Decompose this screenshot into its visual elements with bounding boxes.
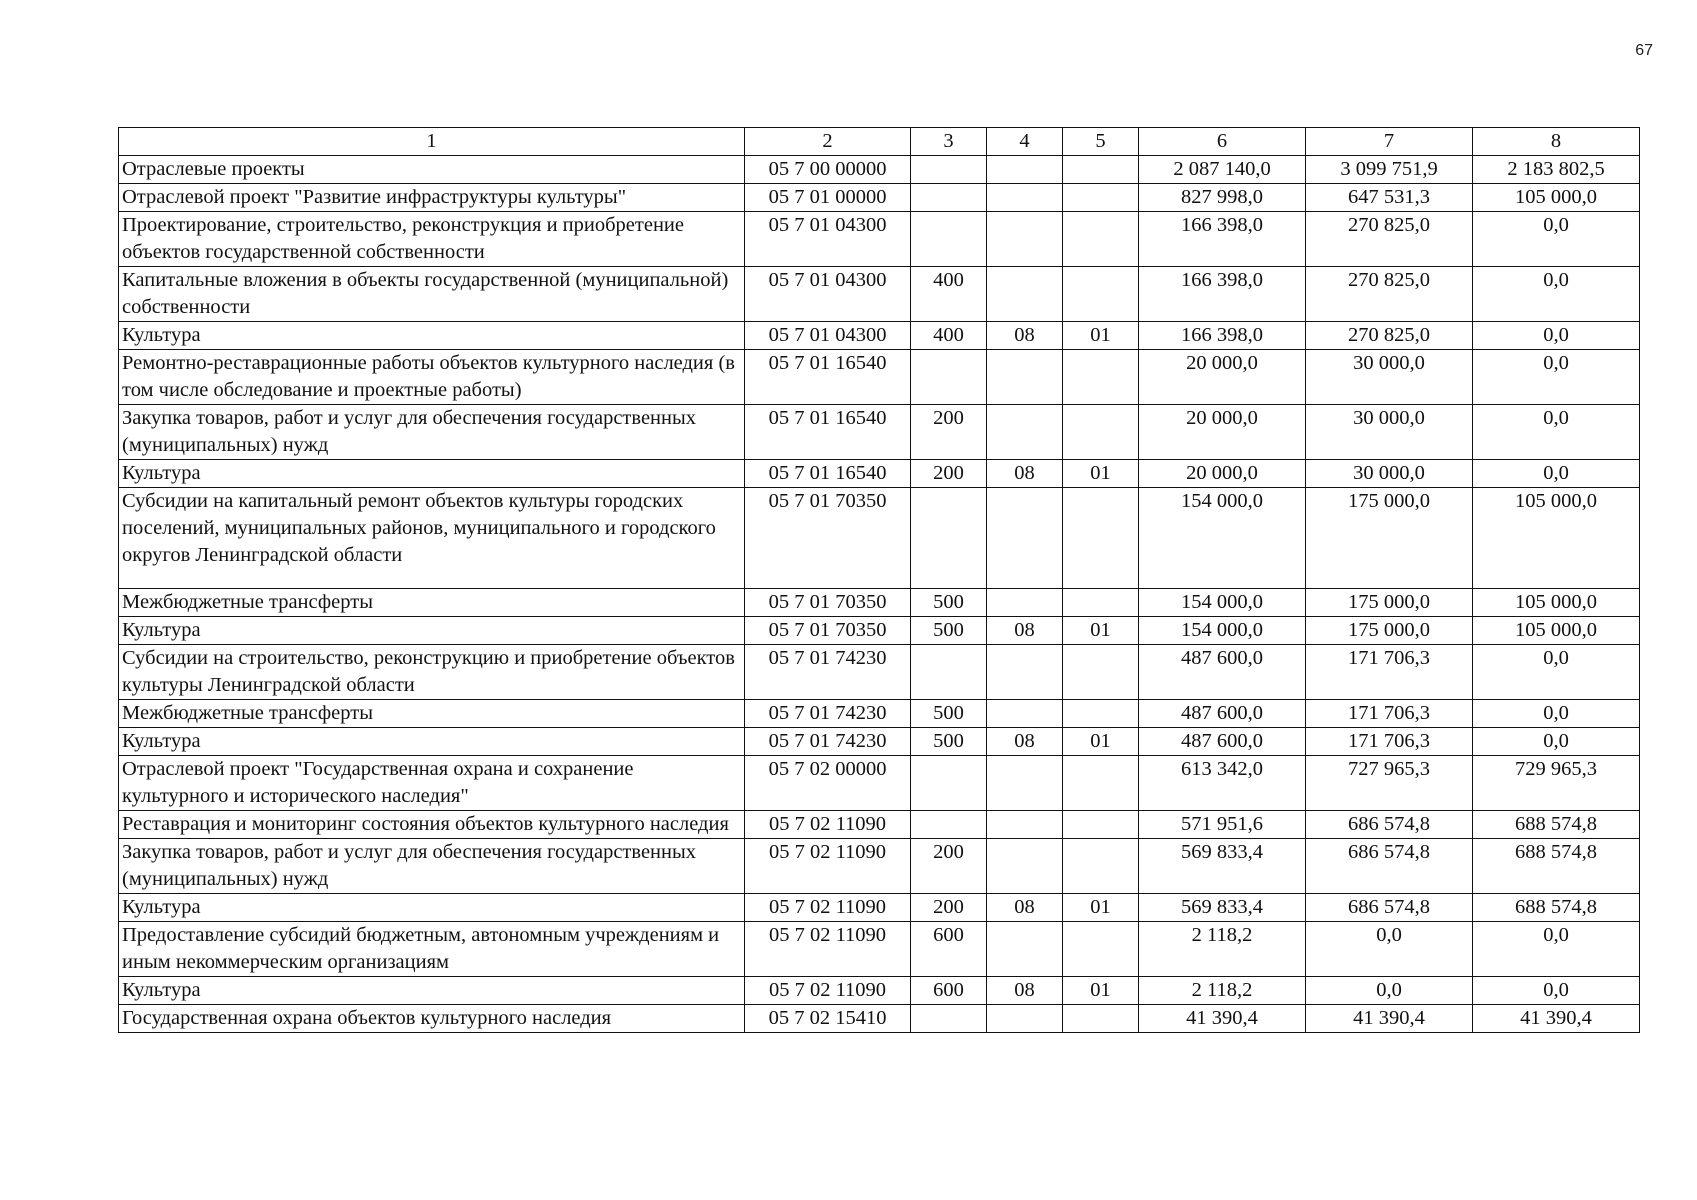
row-value6-cell: 2 118,2	[1139, 922, 1306, 977]
row-col5-cell: 01	[1063, 460, 1139, 488]
row-value6-cell: 20 000,0	[1139, 350, 1306, 405]
row-code-cell: 05 7 00 00000	[745, 156, 911, 184]
row-col3-cell: 500	[911, 728, 987, 756]
row-col3-cell: 600	[911, 977, 987, 1005]
row-value7-cell: 171 706,3	[1306, 700, 1473, 728]
row-col5-cell	[1063, 267, 1139, 322]
row-name-cell: Ремонтно-реставрационные работы объектов культурного наследия (в том числе обследование и проектные работы)	[119, 350, 745, 405]
row-name-cell: Предоставление субсидий бюджетным, автономным учреждениям и иным некоммерческим организациям	[119, 922, 745, 977]
header-cell: 3	[911, 128, 987, 156]
row-col4-cell: 08	[987, 977, 1063, 1005]
row-col5-cell	[1063, 700, 1139, 728]
table-row	[119, 488, 1640, 589]
header-cell: 2	[745, 128, 911, 156]
table-row	[119, 350, 1640, 405]
row-code-cell: 05 7 02 11090	[745, 811, 911, 839]
row-value7-cell: 175 000,0	[1306, 488, 1473, 589]
row-code-cell: 05 7 01 00000	[745, 184, 911, 212]
row-value8-cell: 688 574,8	[1473, 839, 1640, 894]
row-name-cell: Государственная охрана объектов культурного наследия	[119, 1005, 745, 1033]
table-row	[119, 894, 1640, 922]
row-col4-cell	[987, 756, 1063, 811]
row-col5-cell: 01	[1063, 322, 1139, 350]
row-code-cell: 05 7 01 70350	[745, 617, 911, 645]
row-value8-cell: 105 000,0	[1473, 184, 1640, 212]
row-code-cell: 05 7 01 74230	[745, 645, 911, 700]
row-value6-cell: 569 833,4	[1139, 894, 1306, 922]
row-value8-cell: 0,0	[1473, 460, 1640, 488]
row-col4-cell	[987, 589, 1063, 617]
row-name-cell: Отраслевой проект "Государственная охрана и сохранение культурного и исторического наследия"	[119, 756, 745, 811]
row-col5-cell	[1063, 811, 1139, 839]
row-value6-cell: 166 398,0	[1139, 267, 1306, 322]
row-value6-cell: 2 118,2	[1139, 977, 1306, 1005]
row-value7-cell: 686 574,8	[1306, 894, 1473, 922]
row-code-cell: 05 7 02 11090	[745, 894, 911, 922]
row-value6-cell: 2 087 140,0	[1139, 156, 1306, 184]
row-value8-cell: 0,0	[1473, 977, 1640, 1005]
row-value8-cell: 105 000,0	[1473, 617, 1640, 645]
row-col3-cell: 200	[911, 894, 987, 922]
row-name-cell: Закупка товаров, работ и услуг для обеспечения государственных (муниципальных) нужд	[119, 839, 745, 894]
row-col5-cell	[1063, 156, 1139, 184]
row-col4-cell	[987, 700, 1063, 728]
row-value7-cell: 0,0	[1306, 977, 1473, 1005]
row-code-cell: 05 7 01 74230	[745, 700, 911, 728]
row-code-cell: 05 7 01 70350	[745, 488, 911, 589]
row-col5-cell	[1063, 645, 1139, 700]
row-code-cell: 05 7 01 16540	[745, 350, 911, 405]
table-row	[119, 617, 1640, 645]
row-col5-cell: 01	[1063, 977, 1139, 1005]
row-col4-cell	[987, 156, 1063, 184]
page-number: 67	[1635, 42, 1653, 59]
table-row	[119, 922, 1640, 977]
row-col5-cell	[1063, 405, 1139, 460]
row-value7-cell: 30 000,0	[1306, 350, 1473, 405]
row-col4-cell: 08	[987, 894, 1063, 922]
row-code-cell: 05 7 01 16540	[745, 460, 911, 488]
row-col3-cell: 600	[911, 922, 987, 977]
row-col4-cell	[987, 405, 1063, 460]
row-col3-cell	[911, 645, 987, 700]
row-code-cell: 05 7 02 11090	[745, 922, 911, 977]
row-col3-cell: 500	[911, 700, 987, 728]
row-col5-cell	[1063, 488, 1139, 589]
header-cell: 8	[1473, 128, 1640, 156]
table-row	[119, 460, 1640, 488]
table-row	[119, 322, 1640, 350]
row-value6-cell: 20 000,0	[1139, 405, 1306, 460]
row-value7-cell: 270 825,0	[1306, 212, 1473, 267]
row-col5-cell: 01	[1063, 728, 1139, 756]
row-col3-cell	[911, 1005, 987, 1033]
row-col3-cell: 200	[911, 839, 987, 894]
row-value7-cell: 270 825,0	[1306, 267, 1473, 322]
row-value7-cell: 686 574,8	[1306, 839, 1473, 894]
header-cell: 5	[1063, 128, 1139, 156]
row-code-cell: 05 7 01 74230	[745, 728, 911, 756]
row-value7-cell: 171 706,3	[1306, 728, 1473, 756]
table-row	[119, 645, 1640, 700]
table-row	[119, 405, 1640, 460]
row-col4-cell	[987, 350, 1063, 405]
row-code-cell: 05 7 02 00000	[745, 756, 911, 811]
row-value7-cell: 30 000,0	[1306, 405, 1473, 460]
row-value6-cell: 571 951,6	[1139, 811, 1306, 839]
row-name-cell: Субсидии на строительство, реконструкцию и приобретение объектов культуры Ленинградской области	[119, 645, 745, 700]
row-value8-cell: 41 390,4	[1473, 1005, 1640, 1033]
row-value7-cell: 270 825,0	[1306, 322, 1473, 350]
row-name-cell: Межбюджетные трансферты	[119, 700, 745, 728]
row-col3-cell: 200	[911, 460, 987, 488]
row-name-cell: Капитальные вложения в объекты государственной (муниципальной) собственности	[119, 267, 745, 322]
row-col3-cell	[911, 488, 987, 589]
row-value7-cell: 41 390,4	[1306, 1005, 1473, 1033]
row-name-cell: Культура	[119, 728, 745, 756]
row-col4-cell	[987, 1005, 1063, 1033]
row-col3-cell: 500	[911, 617, 987, 645]
row-col5-cell	[1063, 922, 1139, 977]
row-col5-cell	[1063, 350, 1139, 405]
row-col4-cell	[987, 811, 1063, 839]
row-value7-cell: 727 965,3	[1306, 756, 1473, 811]
row-name-cell: Закупка товаров, работ и услуг для обеспечения государственных (муниципальных) нужд	[119, 405, 745, 460]
row-value7-cell: 175 000,0	[1306, 617, 1473, 645]
row-col4-cell	[987, 839, 1063, 894]
row-col3-cell	[911, 756, 987, 811]
table-row	[119, 267, 1640, 322]
header-cell: 1	[119, 128, 745, 156]
row-code-cell: 05 7 02 11090	[745, 839, 911, 894]
row-col4-cell: 08	[987, 322, 1063, 350]
table-row	[119, 589, 1640, 617]
row-code-cell: 05 7 01 04300	[745, 212, 911, 267]
header-cell: 7	[1306, 128, 1473, 156]
row-col4-cell	[987, 212, 1063, 267]
row-col4-cell: 08	[987, 460, 1063, 488]
row-col5-cell: 01	[1063, 894, 1139, 922]
row-value6-cell: 487 600,0	[1139, 645, 1306, 700]
row-value8-cell: 0,0	[1473, 405, 1640, 460]
row-value8-cell: 0,0	[1473, 922, 1640, 977]
row-col5-cell	[1063, 184, 1139, 212]
row-value7-cell: 30 000,0	[1306, 460, 1473, 488]
row-col3-cell	[911, 184, 987, 212]
row-name-cell: Субсидии на капитальный ремонт объектов культуры городских поселений, муниципальных районов, муниципального и городского округов Ленинградской области	[119, 488, 745, 589]
row-value6-cell: 166 398,0	[1139, 212, 1306, 267]
budget-table	[118, 127, 1640, 1033]
row-col4-cell	[987, 645, 1063, 700]
row-col5-cell	[1063, 212, 1139, 267]
table-header-row	[119, 128, 1640, 156]
row-code-cell: 05 7 01 04300	[745, 267, 911, 322]
row-value7-cell: 171 706,3	[1306, 645, 1473, 700]
header-cell: 6	[1139, 128, 1306, 156]
row-value6-cell: 154 000,0	[1139, 617, 1306, 645]
row-code-cell: 05 7 01 16540	[745, 405, 911, 460]
row-value6-cell: 487 600,0	[1139, 728, 1306, 756]
row-name-cell: Отраслевые проекты	[119, 156, 745, 184]
table-row	[119, 212, 1640, 267]
row-col3-cell	[911, 156, 987, 184]
row-value6-cell: 569 833,4	[1139, 839, 1306, 894]
row-value7-cell: 175 000,0	[1306, 589, 1473, 617]
row-value8-cell: 105 000,0	[1473, 589, 1640, 617]
row-value7-cell: 686 574,8	[1306, 811, 1473, 839]
row-value6-cell: 166 398,0	[1139, 322, 1306, 350]
row-col4-cell	[987, 184, 1063, 212]
row-col4-cell: 08	[987, 617, 1063, 645]
row-value8-cell: 0,0	[1473, 322, 1640, 350]
row-value6-cell: 487 600,0	[1139, 700, 1306, 728]
row-value6-cell: 154 000,0	[1139, 589, 1306, 617]
row-col3-cell	[911, 811, 987, 839]
row-code-cell: 05 7 02 11090	[745, 977, 911, 1005]
row-col4-cell	[987, 922, 1063, 977]
row-col5-cell: 01	[1063, 617, 1139, 645]
row-value6-cell: 41 390,4	[1139, 1005, 1306, 1033]
row-col5-cell	[1063, 839, 1139, 894]
row-value8-cell: 0,0	[1473, 728, 1640, 756]
row-name-cell: Реставрация и мониторинг состояния объектов культурного наследия	[119, 811, 745, 839]
row-value8-cell: 0,0	[1473, 645, 1640, 700]
row-col4-cell: 08	[987, 728, 1063, 756]
row-code-cell: 05 7 01 70350	[745, 589, 911, 617]
table-row	[119, 700, 1640, 728]
row-value8-cell: 688 574,8	[1473, 811, 1640, 839]
row-value8-cell: 0,0	[1473, 267, 1640, 322]
row-code-cell: 05 7 01 04300	[745, 322, 911, 350]
row-col3-cell: 200	[911, 405, 987, 460]
row-name-cell: Культура	[119, 460, 745, 488]
row-value6-cell: 154 000,0	[1139, 488, 1306, 589]
row-value8-cell: 0,0	[1473, 350, 1640, 405]
row-col5-cell	[1063, 589, 1139, 617]
row-name-cell: Культура	[119, 894, 745, 922]
row-value7-cell: 3 099 751,9	[1306, 156, 1473, 184]
table-row	[119, 184, 1640, 212]
row-col3-cell: 400	[911, 267, 987, 322]
table-row	[119, 977, 1640, 1005]
row-value8-cell: 729 965,3	[1473, 756, 1640, 811]
row-col3-cell: 400	[911, 322, 987, 350]
row-col3-cell	[911, 350, 987, 405]
row-name-cell: Проектирование, строительство, реконструкция и приобретение объектов государственной собственности	[119, 212, 745, 267]
row-col4-cell	[987, 488, 1063, 589]
table-row	[119, 728, 1640, 756]
row-name-cell: Межбюджетные трансферты	[119, 589, 745, 617]
row-name-cell: Культура	[119, 322, 745, 350]
row-value7-cell: 647 531,3	[1306, 184, 1473, 212]
row-code-cell: 05 7 02 15410	[745, 1005, 911, 1033]
row-name-cell: Культура	[119, 617, 745, 645]
row-value6-cell: 827 998,0	[1139, 184, 1306, 212]
table-row	[119, 839, 1640, 894]
row-name-cell: Отраслевой проект "Развитие инфраструктуры культуры"	[119, 184, 745, 212]
row-col4-cell	[987, 267, 1063, 322]
row-value8-cell: 0,0	[1473, 700, 1640, 728]
row-value8-cell: 688 574,8	[1473, 894, 1640, 922]
row-name-cell: Культура	[119, 977, 745, 1005]
table-row	[119, 756, 1640, 811]
table-row	[119, 811, 1640, 839]
row-col3-cell	[911, 212, 987, 267]
table-row	[119, 1005, 1640, 1033]
row-col5-cell	[1063, 756, 1139, 811]
row-col3-cell: 500	[911, 589, 987, 617]
header-cell: 4	[987, 128, 1063, 156]
row-col5-cell	[1063, 1005, 1139, 1033]
row-value6-cell: 20 000,0	[1139, 460, 1306, 488]
table-row	[119, 156, 1640, 184]
row-value8-cell: 2 183 802,5	[1473, 156, 1640, 184]
row-value7-cell: 0,0	[1306, 922, 1473, 977]
row-value8-cell: 105 000,0	[1473, 488, 1640, 589]
row-value6-cell: 613 342,0	[1139, 756, 1306, 811]
row-value8-cell: 0,0	[1473, 212, 1640, 267]
